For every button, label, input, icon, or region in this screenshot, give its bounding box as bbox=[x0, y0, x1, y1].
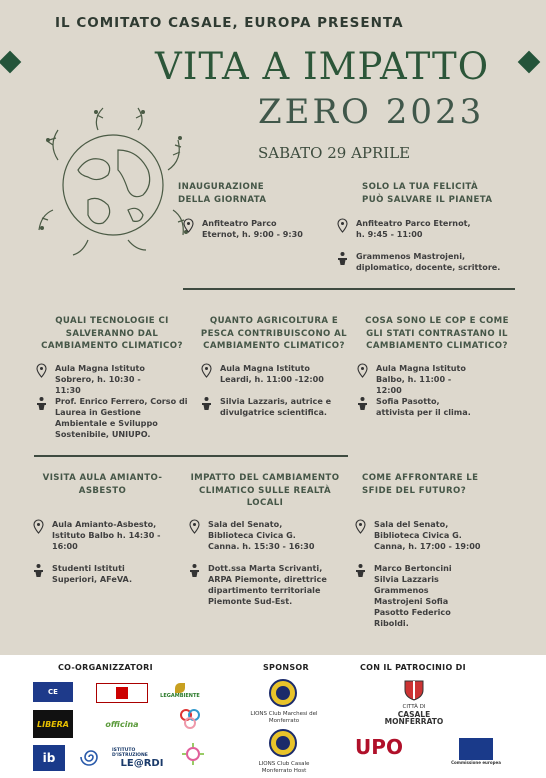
event-5-speaker: Sofia Pasotto, attivista per il clima. bbox=[376, 396, 471, 417]
eu-flag-icon bbox=[459, 738, 493, 760]
event-5-speaker-row bbox=[356, 396, 506, 418]
location-pin-icon bbox=[188, 519, 201, 534]
presenter-line: IL COMITATO CASALE, EUROPA PRESENTA bbox=[55, 15, 404, 31]
event-4-speaker-row bbox=[200, 396, 350, 418]
event-2-place: Anfiteatro Parco Eternot, h. 9:45 - 11:00 bbox=[356, 218, 471, 239]
location-pin-icon bbox=[35, 363, 48, 378]
libera-logo: LIBERA bbox=[33, 710, 73, 738]
leardi-logo bbox=[112, 747, 172, 769]
speaker-podium-icon bbox=[200, 396, 213, 411]
event-3-title: QUALI TECNOLOGIE CI SALVERANNO DAL CAMBIAMENTO CLIMATICO? bbox=[41, 316, 183, 351]
ce-logo: CE bbox=[33, 682, 73, 702]
event-4-place-row bbox=[200, 363, 350, 385]
event-8-place-row bbox=[354, 519, 504, 552]
event-6-speaker: Studenti Istituti Superiori, AFeVA. bbox=[52, 563, 133, 584]
casale-crest-logo bbox=[402, 677, 426, 701]
speaker-podium-icon bbox=[35, 396, 48, 411]
speaker-podium-icon bbox=[354, 563, 367, 578]
legambiente-leaf-icon bbox=[175, 683, 185, 693]
co-organizers-heading: CO-ORGANIZZATORI bbox=[58, 663, 153, 672]
divider-1 bbox=[183, 288, 515, 290]
leardi-label: LE@RDI bbox=[120, 757, 164, 769]
speaker-podium-icon bbox=[188, 563, 201, 578]
event-5-place: Aula Magna Istituto Balbo, h. 11:00 - 12:00 bbox=[376, 363, 466, 395]
event-1-title: INAUGURAZIONE DELLA GIORNATA bbox=[178, 182, 267, 205]
legambiente-label: LEGAMBIENTE bbox=[160, 693, 200, 699]
event-2-place-row bbox=[336, 218, 476, 240]
title-line-2: ZERO 2023 bbox=[258, 92, 485, 132]
event-2-title: SOLO LA TUA FELICITÀ PUÒ SALVARE IL PIANETA bbox=[362, 182, 493, 205]
event-7-place: Sala del Senato, Biblioteca Civica G. Canna. h. 15:30 - 16:30 bbox=[208, 519, 315, 551]
event-7-title: IMPATTO DEL CAMBIAMENTO CLIMATICO SULLE REALTÀ LOCALI bbox=[190, 473, 340, 508]
leardi-institute-label: ISTITUTO D'ISTRUZIONE bbox=[112, 747, 148, 758]
event-7-place-row bbox=[188, 519, 338, 552]
event-3-place-row bbox=[35, 363, 195, 396]
rings-icon bbox=[178, 707, 202, 731]
title-line-1: VITA A IMPATTO bbox=[155, 45, 490, 88]
event-7-speaker: Dott.ssa Marta Scrivanti, ARPA Piemonte, direttrice dipartimento territoriale Piemonte Sud-Est. bbox=[208, 563, 327, 606]
event-1-place: Anfiteatro Parco Eternot, h. 9:00 - 9:30 bbox=[202, 218, 303, 239]
event-6-speaker-row bbox=[32, 563, 182, 585]
location-pin-icon bbox=[354, 519, 367, 534]
location-pin-icon bbox=[200, 363, 213, 378]
legambiente-logo bbox=[160, 677, 200, 705]
circles-logo bbox=[178, 707, 202, 731]
lions-logo-1 bbox=[268, 678, 298, 708]
event-4-speaker: Silvia Lazzaris, autrice e divulgatrice scientifica. bbox=[220, 396, 332, 417]
location-pin-icon bbox=[32, 519, 45, 534]
officina-logo: officina bbox=[105, 719, 139, 729]
event-4-place: Aula Magna Istituto Leardi, h. 11:00 -12:00 bbox=[220, 363, 324, 384]
patronage-heading: CON IL PATROCINIO DI bbox=[360, 663, 466, 672]
red-square-icon bbox=[116, 687, 128, 699]
eu-commission-label: Commissione europea bbox=[451, 759, 501, 765]
lions-emblem-icon bbox=[269, 679, 297, 707]
spiral-icon bbox=[80, 746, 102, 768]
colorful-logo bbox=[178, 739, 208, 769]
ib-logo: ib bbox=[33, 745, 65, 771]
upo-logo: UPO bbox=[355, 735, 403, 759]
event-3-place: Aula Magna Istituto Sobrero, h. 10:30 - 11:30 bbox=[55, 363, 145, 395]
crest-icon bbox=[403, 677, 425, 701]
event-3-speaker-row bbox=[35, 396, 195, 440]
association-logo bbox=[96, 683, 148, 703]
speaker-podium-icon bbox=[336, 251, 349, 266]
location-pin-icon bbox=[356, 363, 369, 378]
lions-2-caption: LIONS Club Casale Monferrato Host bbox=[258, 761, 310, 774]
event-8-title: COME AFFRONTARE LE SFIDE DEL FUTURO? bbox=[362, 473, 479, 496]
casale-label: CASALE MONFERRATO bbox=[384, 710, 444, 726]
divider-2 bbox=[34, 455, 348, 457]
lions-logo-2 bbox=[268, 728, 298, 758]
sponsor-heading: SPONSOR bbox=[263, 663, 309, 672]
event-6-place-row bbox=[32, 519, 182, 552]
event-3-speaker: Prof. Enrico Ferrero, Corso di Laurea in Gestione Ambientale e Sviluppo Sostenibile, UNIUPO. bbox=[55, 396, 188, 439]
event-5-title: COSA SONO LE COP E COME GLI STATI CONTRASTANO IL CAMBIAMENTO CLIMATICO? bbox=[365, 316, 509, 351]
event-6-title: VISITA AULA AMIANTO-ASBESTO bbox=[42, 473, 163, 496]
speaker-podium-icon bbox=[32, 563, 45, 578]
sun-icon bbox=[180, 741, 206, 767]
event-8-speaker-row bbox=[354, 563, 504, 629]
event-2-speaker-row bbox=[336, 251, 516, 273]
event-6-place: Aula Amianto-Asbesto, Istituto Balbo h. 14:30 - 16:00 bbox=[52, 519, 161, 551]
event-5-place-row bbox=[356, 363, 506, 396]
event-8-place: Sala del Senato, Biblioteca Civica G. Canna, h. 17:00 - 19:00 bbox=[374, 519, 481, 551]
speaker-podium-icon bbox=[356, 396, 369, 411]
event-8-speaker: Marco Bertoncini Silvia Lazzaris Grammenos Mastrojeni Sofia Pasotto Federico Riboldi. bbox=[374, 563, 452, 628]
footer-logos bbox=[0, 655, 546, 778]
left-diamond bbox=[0, 51, 21, 74]
lions-1-caption: LIONS Club Marchesi del Monferrato bbox=[250, 711, 318, 724]
right-diamond bbox=[518, 51, 541, 74]
event-date: SABATO 29 APRILE bbox=[258, 144, 411, 162]
event-2-speaker: Grammenos Mastrojeni, diplomatico, docente, scrittore. bbox=[356, 251, 501, 272]
event-4-title: QUANTO AGRICOLTURA E PESCA CONTRIBUISCONO AL CAMBIAMENTO CLIMATICO? bbox=[200, 316, 348, 351]
event-1-place-row bbox=[182, 218, 312, 240]
eu-commission-logo bbox=[442, 735, 510, 767]
location-pin-icon bbox=[336, 218, 349, 233]
earth-illustration bbox=[28, 100, 198, 270]
spiral-logo bbox=[80, 745, 102, 769]
location-pin-icon bbox=[182, 218, 195, 233]
lions-emblem-icon bbox=[269, 729, 297, 757]
citta-di-label: CITTÀ DI bbox=[402, 704, 426, 710]
event-7-speaker-row bbox=[188, 563, 338, 607]
